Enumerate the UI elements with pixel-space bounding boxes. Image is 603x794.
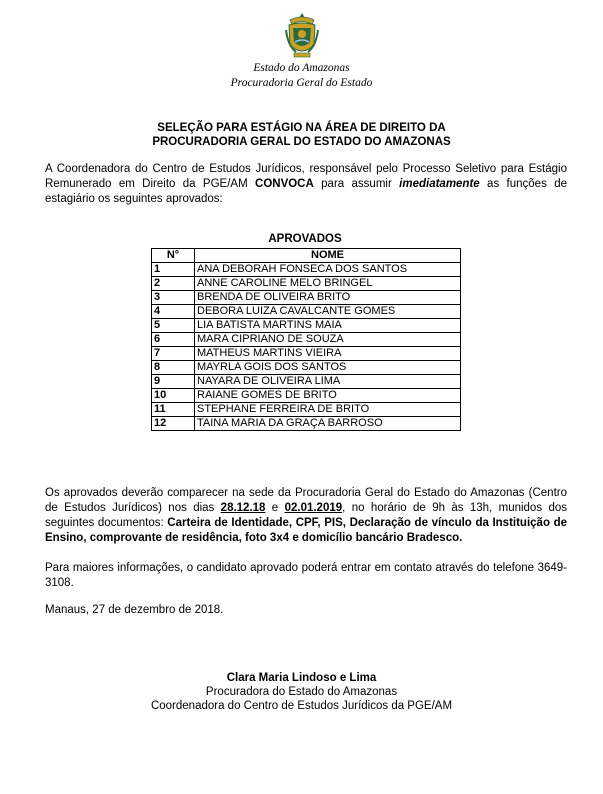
signatory-role-1: Procuradora do Estado do Amazonas: [205, 686, 398, 698]
row-number: 1: [152, 263, 195, 277]
signatory-name: Clara Maria Lindoso e Lima: [226, 672, 377, 684]
signature-block: [0, 671, 603, 713]
row-name: ANA DEBORAH FONSECA DOS SANTOS: [195, 263, 461, 277]
table-row: [152, 417, 461, 431]
title-line-1: SELEÇÃO PARA ESTÁGIO NA ÁREA DE DIREITO DA: [157, 122, 446, 134]
header-state: Estado do Amazonas: [253, 62, 350, 74]
attendance-date-2: 02.01.2019: [284, 502, 343, 514]
table-row: [152, 263, 461, 277]
table-row: [152, 277, 461, 291]
title-line-2: PROCURADORIA GERAL DO ESTADO DO AMAZONAS: [152, 136, 451, 148]
required-documents: Carteira de Identidade, CPF, PIS, Declaração de vínculo da Instituição de Ensino, comprovante de residência, foto 3x4 e domicílio bancário Bradesco.: [45, 517, 567, 544]
attendance-and: e: [265, 502, 285, 514]
approved-table: [151, 248, 461, 431]
intro-text-3: as funções de estagiário os seguintes aprovados:: [45, 178, 567, 205]
coat-of-arms-icon: [284, 12, 320, 60]
row-name: LIA BATISTA MARTINS MAIA: [195, 319, 461, 333]
column-header-number: N°: [152, 249, 195, 263]
row-number: 5: [152, 319, 195, 333]
row-number: 10: [152, 389, 195, 403]
attendance-text-2: , no horário de 9h às 13h, munidos dos seguintes documentos:: [45, 502, 567, 529]
intro-text-1: A Coordenadora do Centro de Estudos Jurídicos, responsável pelo Processo Seletivo para Estágio Remunerado em Direito da PGE/AM: [45, 163, 567, 190]
document-title: [0, 121, 603, 149]
table-row: [152, 347, 461, 361]
attendance-date-1: 28.12.18: [220, 502, 266, 514]
row-name: MARA CIPRIANO DE SOUZA: [195, 333, 461, 347]
table-row: [152, 403, 461, 417]
table-caption: APROVADOS: [268, 233, 342, 245]
row-number: 8: [152, 361, 195, 375]
row-name: DEBORA LUIZA CAVALCANTE GOMES: [195, 305, 461, 319]
attendance-paragraph: [45, 486, 567, 546]
row-name: ANNE CAROLINE MELO BRINGEL: [195, 277, 461, 291]
row-name: MATHEUS MARTINS VIEIRA: [195, 347, 461, 361]
table-row: [152, 291, 461, 305]
place-date: Manaus, 27 de dezembro de 2018.: [45, 604, 224, 616]
row-name: BRENDA DE OLIVEIRA BRITO: [195, 291, 461, 305]
header-agency: Procuradoria Geral do Estado: [230, 77, 373, 89]
imediatamente-word: imediatamente: [399, 178, 480, 190]
intro-paragraph: [45, 162, 567, 207]
table-row: [152, 389, 461, 403]
intro-text-2: para assumir: [313, 178, 400, 190]
row-name: TAINA MARIA DA GRAÇA BARROSO: [195, 417, 461, 431]
table-row: [152, 333, 461, 347]
table-row: [152, 375, 461, 389]
row-number: 7: [152, 347, 195, 361]
row-number: 4: [152, 305, 195, 319]
row-number: 6: [152, 333, 195, 347]
row-name: RAIANE GOMES DE BRITO: [195, 389, 461, 403]
row-number: 9: [152, 375, 195, 389]
row-number: 11: [152, 403, 195, 417]
row-number: 12: [152, 417, 195, 431]
column-header-name: NOME: [195, 249, 461, 263]
attendance-text-1: Os aprovados deverão comparecer na sede da Procuradoria Geral do Estado do Amazonas (Centro de Estudos Jurídicos) nos dias: [45, 487, 567, 514]
table-row: [152, 319, 461, 333]
table-header-row: [152, 249, 461, 263]
row-name: MAYRLA GOIS DOS SANTOS: [195, 361, 461, 375]
table-row: [152, 361, 461, 375]
row-number: 3: [152, 291, 195, 305]
contact-paragraph: Para maiores informações, o candidato aprovado poderá entrar em contato através do telefone 3649-3108.: [45, 562, 567, 589]
row-name: STEPHANE FERREIRA DE BRITO: [195, 403, 461, 417]
row-number: 2: [152, 277, 195, 291]
convoca-word: CONVOCA: [255, 178, 314, 190]
row-name: NAYARA DE OLIVEIRA LIMA: [195, 375, 461, 389]
signatory-role-2: Coordenadora do Centro de Estudos Jurídicos da PGE/AM: [150, 700, 453, 712]
table-row: [152, 305, 461, 319]
